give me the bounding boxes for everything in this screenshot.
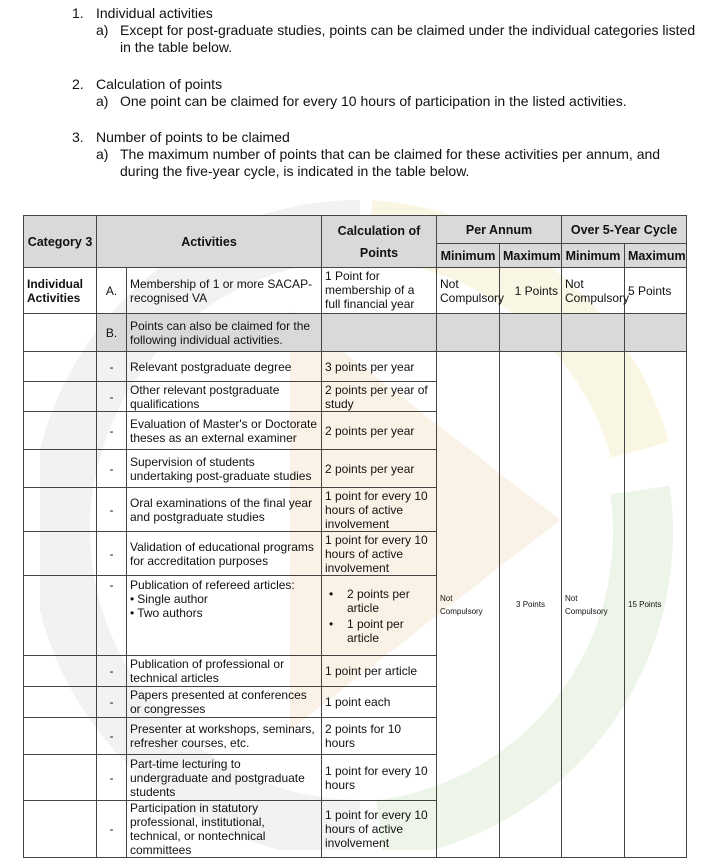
section-title: Individual activities	[96, 5, 213, 21]
section-number: 2.	[72, 76, 84, 92]
list-item: • Single author	[130, 592, 318, 606]
activity-cell: Papers presented at conferences or congresses	[127, 687, 322, 718]
row-dash: -	[97, 412, 127, 450]
points-table	[23, 215, 687, 858]
calc-cell: 1 point per article	[322, 656, 437, 687]
header-category: Category 3	[24, 216, 97, 268]
item-letter: a)	[96, 93, 109, 109]
calc-cell: 2 points per year	[322, 450, 437, 488]
activity-title: Publication of refereed articles:	[130, 578, 295, 592]
row-dash: -	[97, 382, 127, 412]
activity-cell: Relevant postgraduate degree	[127, 352, 322, 382]
header-over-cycle: Over 5-Year Cycle	[562, 216, 687, 244]
row-dash: -	[97, 450, 127, 488]
calc-cell: 1 point for every 10 hours of active involvement	[322, 801, 437, 858]
activity-cell: Presenter at workshops, seminars, refresher courses, etc.	[127, 718, 322, 755]
item-text: Except for post-graduate studies, points can be claimed under the individual categories listed in the table below.	[120, 22, 696, 55]
activity-cell: Other relevant postgraduate qualifications	[127, 382, 322, 412]
table-row-b	[24, 314, 687, 352]
row-letter: B.	[97, 314, 127, 352]
row-dash: -	[97, 687, 127, 718]
row-dash: -	[97, 352, 127, 382]
calc-cell: 3 points per year	[322, 352, 437, 382]
item-letter: a)	[96, 146, 109, 162]
activity-cell: Points can also be claimed for the following individual activities.	[127, 314, 322, 352]
section-3	[72, 129, 697, 180]
table-row-a	[24, 268, 687, 314]
calc-cell: 1 point for every 10 hours of active involvement	[322, 532, 437, 576]
calc-cell: 2 points per year of study	[322, 382, 437, 412]
activity-cell: Evaluation of Master's or Doctorate theses as an external examiner	[127, 412, 322, 450]
per-annum-max: 1 Points	[500, 268, 562, 314]
per-annum-max: 3 Points	[500, 352, 562, 858]
cycle-min: Not Compulsory	[562, 268, 625, 314]
per-annum-min: Not Compulsory	[437, 352, 500, 858]
calc-cell: 1 point each	[322, 687, 437, 718]
list-item: • 2 points per article	[329, 587, 433, 615]
activity-cell: Part-time lecturing to undergraduate and postgraduate students	[127, 755, 322, 801]
list-item: • 1 point per article	[329, 617, 433, 645]
calc-cell: 2 points per year	[322, 412, 437, 450]
category-line2: Activities	[27, 290, 81, 305]
section-title: Calculation of points	[96, 76, 223, 92]
calc-cell: 1 point for every 10 hours	[322, 755, 437, 801]
activity-cell: Participation in statutory professional, institutional, technical, or nontechnical committees	[127, 801, 322, 858]
list-item: • Two authors	[130, 606, 318, 620]
calc-cell: 2 points for 10 hours	[322, 718, 437, 755]
activity-cell: Membership of 1 or more SACAP-recognised VA	[127, 268, 322, 314]
header-calculation	[322, 216, 437, 268]
section-number: 3.	[72, 129, 84, 145]
row-letter: A.	[97, 268, 127, 314]
per-annum-min: Not Compulsory	[437, 268, 500, 314]
item-text: One point can be claimed for every 10 hours of participation in the listed activities.	[120, 93, 627, 109]
category-cell	[24, 268, 97, 314]
cycle-min: Not Compulsory	[562, 352, 625, 858]
header-maximum: Maximum	[625, 244, 687, 268]
activity-cell: Publication of professional or technical articles	[127, 656, 322, 687]
activity-cell: Supervision of students undertaking post-graduate studies	[127, 450, 322, 488]
cycle-max: 5 Points	[625, 268, 687, 314]
header-minimum: Minimum	[562, 244, 625, 268]
calc-cell	[322, 576, 437, 656]
header-minimum: Minimum	[437, 244, 500, 268]
row-dash: -	[97, 656, 127, 687]
cycle-max: 15 Points	[625, 352, 687, 858]
row-dash: -	[97, 801, 127, 858]
author-list	[130, 592, 318, 620]
header-calc-line2: Points	[359, 245, 399, 260]
section-2	[72, 76, 697, 110]
activity-cell: Oral examinations of the final year and postgraduate studies	[127, 488, 322, 532]
calc-list	[325, 587, 433, 645]
header-maximum: Maximum	[500, 244, 562, 268]
item-text: The maximum number of points that can be claimed for these activities per annum, and during the five-year cycle, is indicated in the table below.	[120, 146, 661, 179]
calc-cell: 1 Point for membership of a full financial year	[322, 268, 437, 314]
header-calc-line1: Calculation of	[337, 223, 421, 238]
calc-cell: 1 point for every 10 hours of active involvement	[322, 488, 437, 532]
table-row	[24, 352, 687, 382]
section-title: Number of points to be claimed	[96, 129, 290, 145]
section-1	[72, 5, 697, 56]
row-dash: -	[97, 718, 127, 755]
row-dash: -	[97, 488, 127, 532]
section-number: 1.	[72, 5, 84, 21]
header-activities: Activities	[97, 216, 322, 268]
category-line1: Individual	[27, 276, 84, 291]
item-letter: a)	[96, 22, 109, 38]
activity-cell	[127, 576, 322, 656]
row-dash: -	[97, 532, 127, 576]
row-dash: -	[97, 576, 127, 656]
header-per-annum: Per Annum	[437, 216, 562, 244]
row-dash: -	[97, 755, 127, 801]
activity-cell: Validation of educational programs for accreditation purposes	[127, 532, 322, 576]
